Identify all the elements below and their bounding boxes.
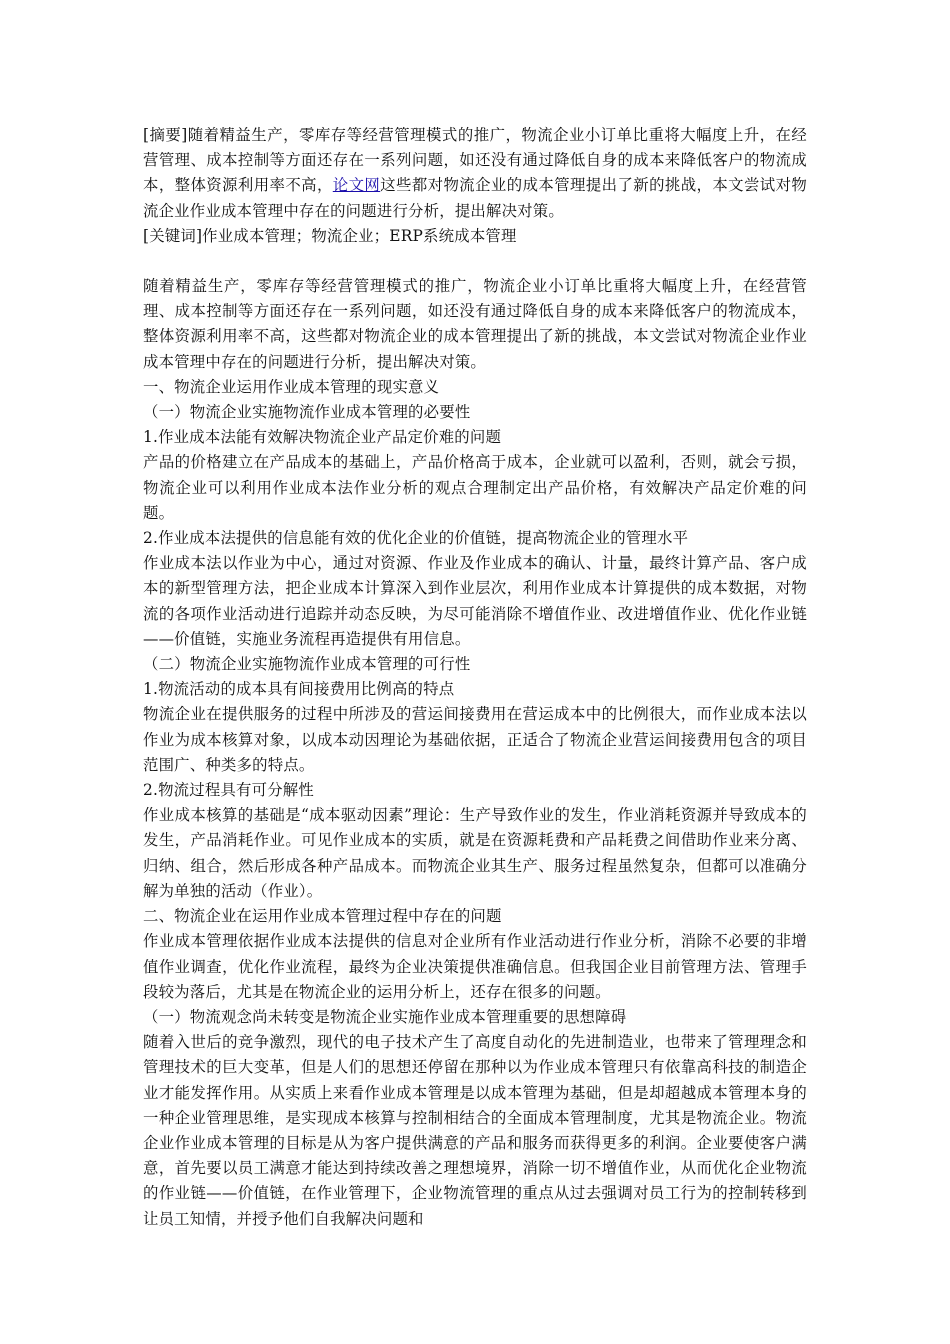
- section-heading-2: 二、物流企业在运用作业成本管理过程中存在的问题: [143, 907, 502, 926]
- paragraph-problems: 作业成本管理依据作业成本法提供的信息对企业所有作业活动进行作业分析，消除不必要的非增值作业调查，优化作业流程，最终为企业决策提供准确信息。但我国企业目前管理方法、管理手段较为落后，尤其是在物流企业的运用分析上，还存在很多的问题。: [143, 932, 807, 1001]
- point-heading-1-1-2: 2.作业成本法提供的信息能有效的优化企业的价值链，提高物流企业的管理水平: [143, 529, 689, 548]
- abstract-text-continued: 这些都对物流企业的成本管理提出了新的挑战，本文尝试对物流企业作业成本管理中存在的问题进行分析，提出解决对策。: [143, 176, 807, 220]
- blank-line: [143, 249, 807, 274]
- point-heading-1-2-2: 2.物流过程具有可分解性: [143, 781, 314, 800]
- paragraph-indirect-costs: 物流企业在提供服务的过程中所涉及的营运间接费用在营运成本中的比例很大，而作业成本法以作业为成本核算对象，以成本动因理论为基础依据，正适合了物流企业营运间接费用包含的项目范围广、种类多的特点。: [143, 705, 807, 774]
- keywords-line: [关键词]作业成本管理；物流企业；ERP系统成本管理: [143, 226, 517, 245]
- paper-site-link[interactable]: 论文网: [332, 176, 381, 195]
- point-heading-1-2-1: 1.物流活动的成本具有间接费用比例高的特点: [143, 680, 455, 699]
- subsection-heading-1-1: （一）物流企业实施物流作业成本管理的必要性: [143, 403, 471, 422]
- paragraph-cost-drivers: 作业成本核算的基础是“成本驱动因素”理论：生产导致作业的发生，作业消耗资源并导致成本的发生，产品消耗作业。可见作业成本的实质，就是在资源耗费和产品耗费之间借助作业来分离、归纳、组合，然后形成各种产品成本。而物流企业其生产、服务过程虽然复杂，但都可以准确分解为单独的活动（作业）。: [143, 806, 807, 900]
- point-heading-1-1-1: 1.作业成本法能有效解决物流企业产品定价难的问题: [143, 428, 502, 447]
- paragraph-pricing: 产品的价格建立在产品成本的基础上，产品价格高于成本，企业就可以盈利，否则，就会亏损，物流企业可以利用作业成本法作业分析的观点合理制定出产品价格，有效解决产品定价难的问题。: [143, 453, 807, 522]
- paragraph-mindset: 随着入世后的竞争激烈，现代的电子技术产生了高度自动化的先进制造业，也带来了管理理念和管理技术的巨大变革，但是人们的思想还停留在那种以为作业成本管理只有依靠高科技的制造企业才能发挥作用。从实质上来看作业成本管理是以成本管理为基础，但是却超越成本管理本身的一种企业管理思维，是实现成本核算与控制相结合的全面成本管理制度，尤其是物流企业。物流企业作业成本管理的目标是从为客户提供满意的产品和服务而获得更多的利润。企业要使客户满意，首先要以员工满意才能达到持续改善之理想境界，消除一切不增值作业，从而优化企业物流的作业链——价值链，在作业管理下，企业物流管理的重点从过去强调对员工行为的控制转移到让员工知情，并授予他们自我解决问题和: [143, 1033, 807, 1228]
- paragraph-value-chain: 作业成本法以作业为中心，通过对资源、作业及作业成本的确认、计量，最终计算产品、客户成本的新型管理方法，把企业成本计算深入到作业层次，利用作业成本计算提供的成本数据，对物流的各项作业活动进行追踪并动态反映，为尽可能消除不增值作业、改进增值作业、优化作业链——价值链，实施业务流程再造提供有用信息。: [143, 554, 807, 648]
- abstract-paragraph: [143, 123, 807, 224]
- abstract-text: [摘要]随着精益生产，零库存等经营管理模式的推广，物流企业小订单比重将大幅度上升，在经营管理、成本控制等方面还存在一系列问题，如还没有通过降低自身的成本来降低客户的物流成本，整体资源利用率不高，: [143, 126, 807, 195]
- section-heading-1: 一、物流企业运用作业成本管理的现实意义: [143, 377, 440, 396]
- document-page: [143, 123, 807, 1232]
- subsection-heading-2-1: （一）物流观念尚未转变是物流企业实施作业成本管理重要的思想障碍: [143, 1007, 627, 1026]
- subsection-heading-1-2: （二）物流企业实施物流作业成本管理的可行性: [143, 655, 471, 674]
- intro-paragraph: 随着精益生产，零库存等经营管理模式的推广，物流企业小订单比重将大幅度上升，在经营管理、成本控制等方面还存在一系列问题，如还没有通过降低自身的成本来降低客户的物流成本，整体资源利用率不高，这些都对物流企业的成本管理提出了新的挑战，本文尝试对物流企业作业成本管理中存在的问题进行分析，提出解决对策。: [143, 277, 807, 371]
